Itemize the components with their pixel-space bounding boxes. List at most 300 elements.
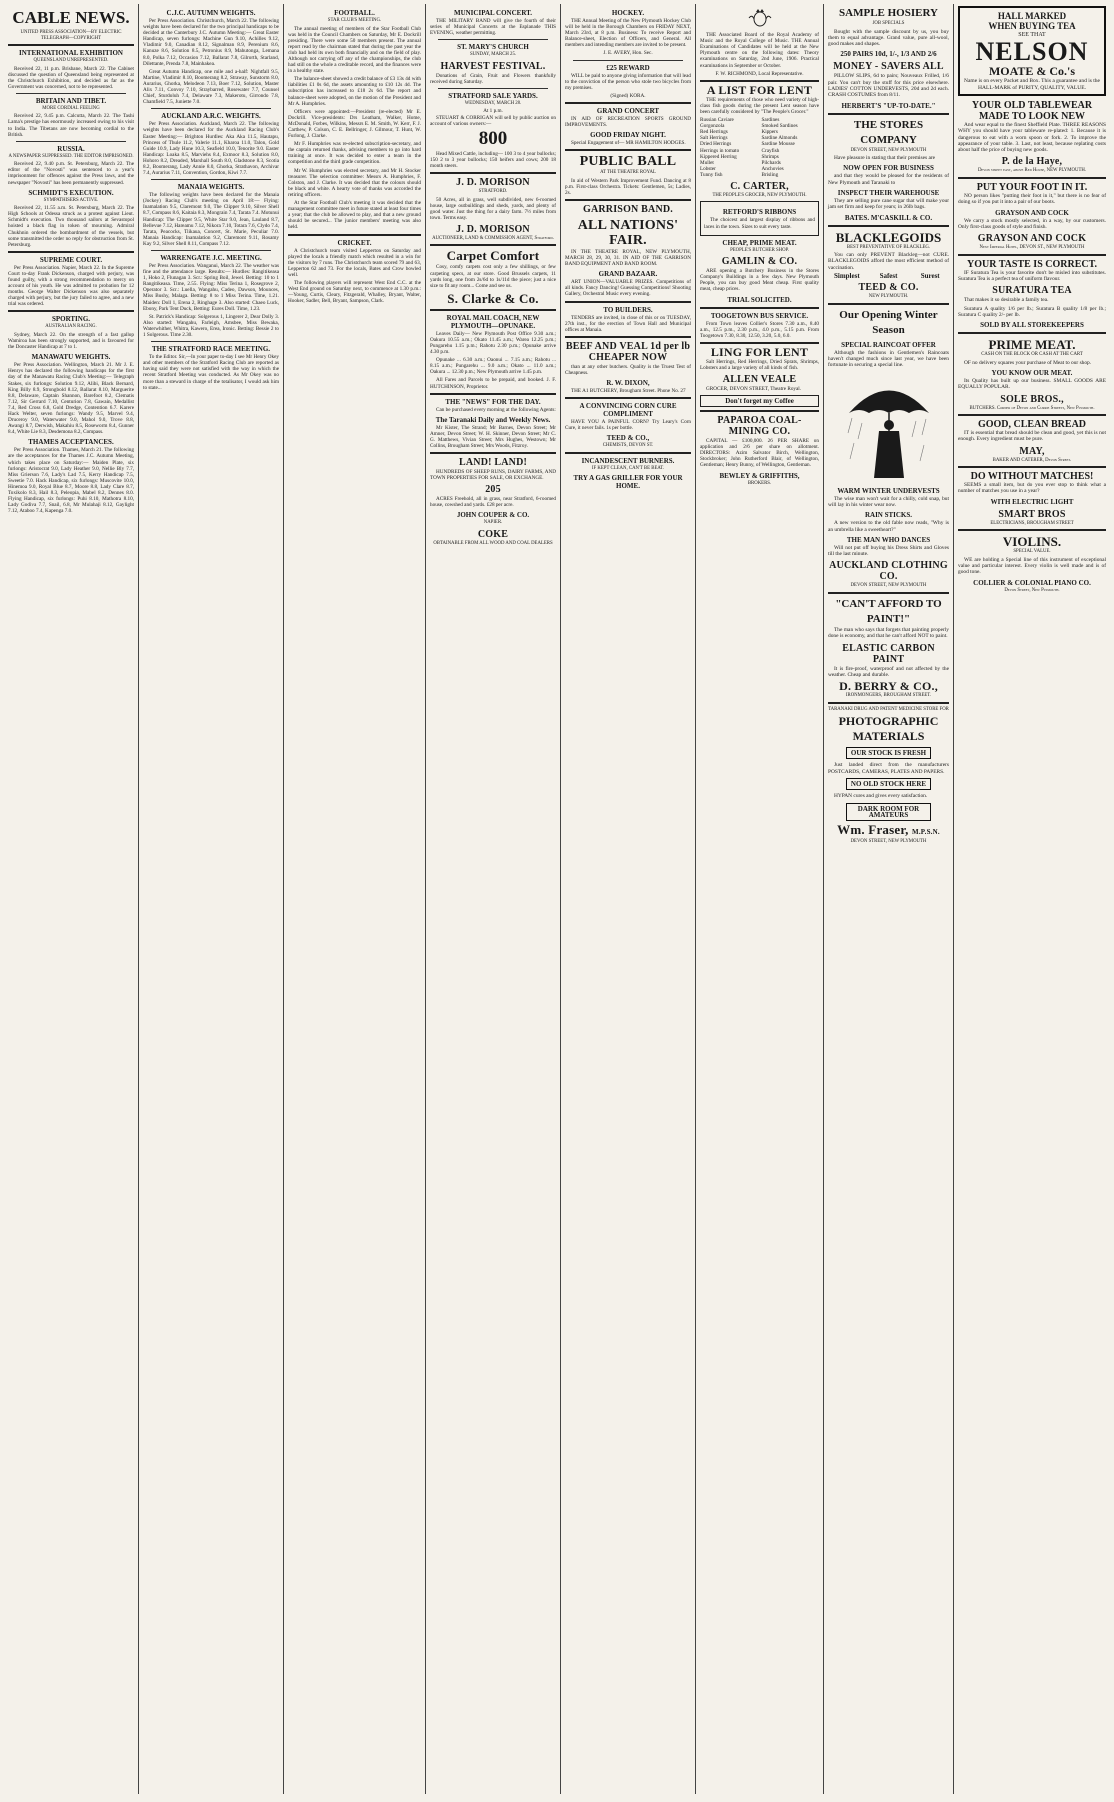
ad-text: Leaves Daily— New Plymouth Post Office 9.30 a.m.; Oakura 10.55 a.m.; Okato 11.45 a.m.; Warea 12.25 p.m.; Pungarehu 1.15 p.m.; Rahotu 2.30 p.m.; Opunake arrive 4.30 p.m. [430, 330, 556, 356]
ad-text: Mr Kister, The Strand; Mr Barnes, Devon Street; Mr Amner, Devon Street; W. H. Skinner, Devon Street; Mr C. G. Matthews, Vivian Street; Mrs Hughes, Westown; Mr Collins, Brougham Street; Mrs Woods, Fitzroy. [430, 424, 556, 449]
ad-text: THE Annual Meeting of the New Plymouth Hockey Club will be held in the Borough Chambers on FRIDAY NEXT, March 23rd, at 8 p.m. Business: To receive Report and Balance-sheet, Election of Officers, and General. All members and intending members are invited to be present. [565, 18, 691, 49]
headline: STRATFORD SALE YARDS. [448, 91, 538, 100]
headline: INCANDESCENT BURNERS. [581, 456, 675, 465]
article-text: Mr W. Humphries was elected secretary, and Mr H. Stocker treasurer. The selection committee: Messrs A. Humphries, F. Colston, and J. Clarke. It was decided that the colours should be black and white. A hearty vote of thanks was accorded the retiring officers. [288, 167, 421, 198]
divider [430, 452, 556, 454]
advertiser-name: R. W. DIXON, [606, 379, 650, 388]
article-text: The balance-sheet showed a credit balance of £3 13s 4d with liabilities £1 0s 6d, the assets amounting to £10 12s 4d. The subscription has increased to £18 2s 6d. The report and balance-sheet were adopted, on the motion of the President and Mr A. Humphries. [288, 76, 421, 107]
headline: INTERNATIONAL EXHIBITION [19, 49, 123, 57]
subheadline: STRATFORD. [478, 189, 508, 195]
headline: A CONVINCING CORN CURE COMPLIMENT [579, 402, 677, 419]
headline: SPORTING. [51, 315, 91, 324]
column-4 [426, 4, 561, 1794]
list-item: Sardine Mousse [761, 141, 795, 148]
headline: RUSSIA. [57, 144, 85, 153]
ad-sub: IRONMONGERS, BROUGHAM STREET. [845, 693, 932, 699]
ad-text: Bought with the sample discount by us, you buy them to equal advantage. Grand value, pure all-wool, good makes and shapes. [828, 28, 949, 48]
divider [958, 177, 1106, 179]
ad-title: PRIME MEAT. [988, 337, 1076, 353]
article-text: At the Star Football Club's meeting it was decided that the management committee meet in future stated at least four times a year; that the club be allowed to play, and that a new ground should be secured... The junior members' meeting was also held. [288, 200, 421, 231]
headline: GARRISON BAND. [582, 204, 674, 215]
ad-text: PILLOW SLIPS, 6d to pairs; Nouveaux Frilled, 1/6 pair. You can't buy the stuff for this price elsewhere. LADIES' COTTON UNDERVESTS, 20d and 2d each. CRASH COSTUMES from 8/11. [828, 73, 949, 99]
divider [700, 410, 819, 412]
ad-text: and that they would be pleased for the residents of New Plymouth and Taranaki to [828, 173, 949, 186]
headline: WITH ELECTRIC LIGHT [990, 497, 1074, 506]
list-item: Pilchards [761, 159, 781, 166]
advertiser-name: GRAYSON AND COCK [995, 208, 1069, 217]
headline: BEEF AND VEAL 1d per lb CHEAPER NOW [565, 340, 691, 363]
nelson-mid: WHEN BUYING TEA [988, 21, 1076, 31]
headline: YOU KNOW OUR MEAT. [991, 368, 1073, 377]
divider [700, 307, 819, 309]
divider [828, 702, 949, 704]
banner: NO OLD STOCK HERE [846, 778, 931, 790]
divider [700, 342, 819, 344]
advertiser-name: J. D. MORISON [456, 177, 530, 189]
subheadline: AUCTIONEER, LAND & COMMISSION AGENT, Stratford. [432, 235, 554, 241]
nelson-top: HALL MARKED [997, 11, 1067, 21]
headline: C.J.C. AUTUMN WEIGHTS. [166, 9, 256, 17]
advertiser-name: GAMLIN & CO. [721, 256, 798, 268]
article-text: Sydney, March 22. On the strength of a fast gallop Wamiroa has been strongly supported, and is favoured for the Doncaster Handicap at 7 to 1. [8, 331, 134, 351]
ad-text: IF Suratura Tea is your favorite don't be misled into substitutes. Suratura Tea is a perfect tea of uniform flavour. [958, 269, 1106, 282]
headline: LAND! LAND! [458, 457, 528, 469]
article-text: Mr F. Humphries was re-elected subscription-secretary, and the captain returned thanks, advising members to go into hard training at once. It was decided to enter a team in the competition and the third grade competition. [288, 141, 421, 166]
advertiser-name: TEED & CO. [858, 282, 919, 294]
brand-name: SURATURA TEA [992, 285, 1072, 297]
ad-text: THE A1 BUTCHERY, Brougham Street. Phone No. 27 [571, 388, 686, 395]
headline: TOOGETOWN BUS SERVICE. [710, 311, 809, 320]
ad-text: You can only PREVENT Blackleg—not CURE. BLACKLEGOIDS afford the most efficient method of vaccination. [828, 252, 949, 271]
subheadline: QUEENSLAND UNREPRESENTED. [33, 58, 109, 63]
subheadline: IF KEPT CLEAN, CAN'T BE BEAT. [591, 465, 665, 471]
ad-text: All Fares and Parcels to be prepaid, and booked. J. F. HUTCHINSON, Proprietor. [430, 377, 556, 390]
ad-text: WE are holding a Special line of this instrument of exceptional value and particular interest. Every violin is well made and is of good tone. [958, 556, 1106, 576]
ad-text: The choicest and largest display of ribbons and laces in the town. Sizes to suit every taste. [704, 217, 815, 230]
headline: MANAIA WEIGHTS. [177, 183, 245, 192]
divider [565, 199, 691, 201]
advertiser-name: HERBERT'S "UP-TO-DATE." [841, 101, 936, 110]
article-text: Per Press Association. Wellington, March 21. Mr J. E. Henrys has declared the following handicaps for the first day of the Manawatu Racing Club's Meeting:— Telegraph Stakes, six furlongs: Solution 9.12, Alibi, Black Bernard, King Billy 8.9, Strongbold 8.12, Ballarat 8.10, Marguerite 8.8, Delaware, Captain Shannon, Barefoot 8.2, Clematis 7.12, Sir Gerrard 7.10, Centurion 7.8, Gawain, Medallist 7.4, Red Cross 6.8, Gold Dredge, Contention 6.7. Karere Hack Welter, seven furlongs: Wandy 9.5, Marvel 9.4, Druceroy 9.0, Waterwater 9.0, Mahol 9.0, Trove 8.8, Awangi 8.7, Derwish, Makahiu 8.5, Roseworm 8.4, Gunner 8.4, White Lie 8.3, Desdemona 8.2, Compass. [8, 362, 134, 436]
headline: RETFORD'S RIBBONS [722, 208, 797, 217]
divider [151, 250, 271, 251]
headline: HARVEST FESTIVAL. [440, 60, 546, 72]
article-text: Per Press Association. Wanganui, March 22. The weather was fine and the attendance large. Results:— Hurdles: Rangitikeasa 1, Hoko 2, Flunagan 3. Scr.: Spring Boil, Jewel. Betting: 10 to 1 Rangitikeasa. Time, 2.55. Flying: Miss Terina 1, Rosegrove 2, Operator 3. Scr.: Luella, Wangahu, Cadeo, Dawson, Mounces, Miss Bushy, Malaga. Betting: 8 to 1 Miss Terina. Time, 1.21. Maiden: Doll 1, Erena 2, Ringhage 3. Also started: Chaeo Luck, Ebony, Park Tent Duck, Betting: Eures Doll. Time, 1.23. [143, 263, 279, 312]
list-item: Lobster [700, 165, 716, 172]
ad-sub: Devon Street, New Plymouth. [1004, 587, 1060, 593]
article-text: Received 22, 11.55 a.m. St. Petersburg, March 22. The High Schools at Odessa struck as a protest against Lieut. Schmidt's execution. Two thousand sailors at Sevastopol hoisted a black flag in token of mourning. Admiral Chukhnin ordered the bombardment of the vessels, but some transmitted the order no reply for obstruction from St. Petersburg. [8, 205, 134, 248]
ad-sub: Devon street east, above Red House, NEW PLYMOUTH. [977, 168, 1087, 174]
headline: INSPECT THEIR WAREHOUSE [837, 188, 940, 197]
ad-sub: JOB SPECIALS [872, 21, 905, 26]
ad-text: Will not put off buying his Dress Shirts and Gloves till the last minute. [828, 544, 949, 558]
headline: TRY A GAS GRILLER FOR YOUR HOME. [573, 474, 683, 491]
headline: THE "NEWS" FOR THE DAY. [445, 397, 541, 406]
banner: OUR STOCK IS FRESH [846, 747, 931, 759]
ad-text: And wear equal to the finest Sheffield Plate. THREE REASONS WHY you should have your tableware re-plated: 1. Because it is dangerous to eat with a worn spoon or fork. 2. To improve the appearance of your table. 3. Last, not least, because replating costs about half the price of buying new goods. [958, 122, 1106, 154]
article-text: Per Press Association. Thames, March 21. The following are the acceptances for the Thames J.C. Autumn Meeting, which takes place on Saturday:— Maiden Plate, six furlongs: Aristocrat 9.0, Lady Heather 9.0, Nellie Bly 7.7, Miss Grierson 7.6, Lady's Lad 7.5, Kerry Handicap 7.5, Sweetie 7.0. Hack Handicap, six furlongs: Muscovite 10.0, Hinemoa 9.0, Royal Blue 8.7, Moore 8.8, Lady Clare 8.7, Toxikolo 8.3, Hail 8.3, Peleopia, Mabel 8.2, Dennes 8.0. Flying Handicap, six furlongs: Puhi 8.10, Mathotra 8.10, Lady Godiva 7.7, Snail, 6.8, Mr Mulahaji 8.12, Gaylight 7.12, Ataboo 7.4, Kapenga 7.0. [8, 447, 134, 515]
umbrella-illustration-icon [828, 373, 949, 483]
article-text: Officers were appointed:—President (re-elected) Mr E. Dockrill. Vice-presidents: Drs Leatham, Walker, Home, McDonald, Forbes, Wilkins, Messrs E. M. Smith, W. Kerr, F. J. Carthew, P. Colson, C. E. Bellringer, J. Gilmour, T. Hunt, W. Furlong, J. Clarke. [288, 108, 421, 140]
ad-text: It is fire-proof, waterproof and not affected by the weather. Cheap and durable. [828, 665, 949, 678]
headline: £25 REWARD [606, 63, 650, 72]
subheadline: MORE CORDIAL FEELING [42, 105, 100, 111]
article-text: The following players will represent West End C.C. at the West End ground on Saturday next, to commence at 1.30 p.m.:—Young, Curtis, Cleary, Fitzgerald, Whalley, Bryant, Walter, Hooker, Sadler, Bell, Bryant, Sampson, Clark. [288, 279, 421, 305]
ad-text: CAPITAL — £100,000. 26 PER SHARE on application and 2/6 per share on allotment. DIRECTORS: Azim Salvator Birch, Wellington, Stockbroker; John Rutherford Blair, of Wellington, Gentleman; Henry Bunny, of Wellington, Gentleman. [700, 438, 819, 469]
headline: FOOTBALL. [334, 9, 375, 17]
price-list: Suratura A quality 1/6 per lb.; Suratura B quality 1/8 per lb.; Suratura C quality 2/- per lb. [958, 305, 1106, 318]
ad-title: YOUR TASTE IS CORRECT. [966, 258, 1098, 270]
ad-text: Can be purchased every morning at the following Agents: [436, 406, 556, 413]
ad-title: SAMPLE HOSIERY [839, 7, 938, 19]
ad-text: SEEMS a small item, but do you ever stop to think what a number of matches you use in a year? [958, 482, 1106, 495]
divider [565, 452, 691, 454]
ad-title: "CAN'T AFFORD TO PAINT!" [835, 597, 942, 625]
list-item: Kippers [761, 129, 778, 136]
divider [151, 341, 271, 342]
ad-sub: TARANAKI DRUG AND PATENT MEDICINE STORE FOR [828, 706, 949, 712]
ad-sub: CASH ON THE BLOCK OR CASH AT THE CART [981, 352, 1083, 358]
ad-sub: DEVON STREET, NEW PLYMOUTH [850, 583, 927, 589]
advertiser-name: D. BERRY & CO., [839, 679, 938, 694]
ad-text: The wise man won't wait for a chilly, cold snap, but will lay in his winter wear now. [828, 495, 949, 508]
divider [958, 529, 1106, 531]
subheadline: SYMPATHISERS ACTIVE. [43, 197, 99, 203]
royal-crest-icon [700, 8, 819, 30]
headline: SCHMIDT'S EXECUTION. [28, 188, 114, 197]
acreage: 205 [485, 484, 501, 496]
advertiser-name: JOHN COUPER & CO. [456, 511, 530, 520]
divider [565, 301, 691, 303]
divider [958, 466, 1106, 468]
subheadline: STAR CLUB'S MEETING. [327, 18, 382, 23]
ribbons-ad [700, 201, 819, 235]
list-item: Gorgonzola [700, 123, 725, 130]
ad-text: than at any other butchers. Quality is the Truest Test of Cheapness. [565, 363, 691, 376]
ad-text: Special Engagement of— MR HAMILTON HODGES. [571, 140, 686, 147]
ad-title: BLACKLEGOIDS [835, 229, 942, 245]
price-line: 250 PAIRS 10d, 1/-, 1/3 AND 2/6 [840, 50, 937, 59]
ad-sub: BEST PREVENTATIVE OF BLACKLEG. [846, 244, 931, 250]
subheadline: A NEWSPAPER SUPPRESSED. THE EDITOR IMPRISONED. [8, 153, 134, 159]
divider [958, 254, 1106, 256]
headline: Carpet Comfort [446, 248, 540, 264]
ad-text: THE Associated Board of the Royal Academy of Music and the Royal College of Music. THE Annual Examinations of Candidates will be held at the New Plymouth centre on the following dates: Theory examinations on Saturday, 2nd June, 1906. Practical examinations in September or October. [700, 32, 819, 69]
ad-sub: Next Imperial Hotel, DEVON ST., NEW PLYMOUTH [979, 245, 1085, 251]
article-text: Per Press Association. Christchurch, March 22. The following weights have been declared for the two principal handicaps to be decided at the Canterbury J.C. Autumn Meeting:— Great Easter Handicap, seven furlongs: Machine Gun 9.10, Achilles 9.12, Vladimir 9.0, Canadian 8.12, Signalman 8.9, Perenium 8.6, Kanuze 8.6, Solution 8.5, Petronius 8.9, Mahutonga, Lemana 8.0, Polka 7.12, Occasion 7.12, Ballarat 7.8, Gilrorth, Starland, Dilettante, Prenda 7.8, Mainhakea. [143, 18, 279, 67]
subheadline: CHEMISTS, DEVON ST. [602, 443, 654, 449]
headline: AUCKLAND A.R.C. WEIGHTS. [161, 112, 261, 121]
headline: PAPAROA COAL-MINING CO. [717, 415, 802, 438]
subheadline: THE PEOPLE'S GROCER, NEW PLYMOUTH. [712, 192, 807, 198]
advertiser-name-text: Wm. Fraser, [837, 822, 909, 838]
fish-list-left [700, 117, 758, 178]
subheadline: OBTAINABLE FROM ALL WOOD AND COAL DEALERS [433, 540, 553, 546]
advertiser-name: S. Clarke & Co. [447, 290, 539, 306]
ad-text: 50 Acres, all in grass, well subdivided, new 6-roomed house, large outbuildings and sheds, yards, and plenty of good water. Just the thing for a dairy farm. 7½ miles from town. Terms easy. [430, 196, 556, 221]
ad-text: Opunake ... 6.30 a.m.; Oaonui ... 7.15 a.m.; Rahotu ... 8.15 a.m.; Pungarehu ... 9.0 a.m.; Okato ... 11.0 a.m.; Oakura ... 12.30 p.m.; New Plymouth arrive 1.45 p.m. [430, 357, 556, 376]
headline: ELASTIC CARBON PAINT [842, 642, 935, 665]
article-text: A Christchurch team visited Lepperton on Saturday and played the locals a friendly match which resulted in a win for the visitors by 7 runs. The Christchurch team scored 79 and 63, Lepperton 62 and 73. For the locals, Bates and Crow bowled well. [288, 247, 421, 278]
divider [16, 93, 126, 94]
subheadline: AT THE THEATRE ROYAL [600, 170, 656, 176]
advertiser-name: AUCKLAND CLOTHING CO. [829, 560, 948, 583]
headline: ROYAL MAIL COACH, NEW PLYMOUTH—OPUNAKE. [446, 313, 540, 330]
list-item: Russian Caviare [700, 117, 734, 124]
list-item: Sardines [761, 117, 780, 124]
ad-text: GROCER, DEVON STREET, Theatre Royal. [706, 386, 802, 392]
ad-text: TENDERS are invited, in close of this or on TUESDAY, 27th inst., for the erection of Town Hall and Municipal offices at Manaia. [565, 314, 691, 333]
divider [151, 108, 271, 109]
divider [430, 309, 556, 311]
ad-sub: NEW PLYMOUTH. [868, 294, 909, 300]
ad-text: ACRES Freehold, all in grass, near Stratford, 6-roomed house, cowshed and yards. £28 per acre. [430, 496, 556, 509]
claim: Safest [879, 271, 898, 280]
article-text: Per Press Association. Auckland, March 22. The following weights have been declared for the Auckland Racing Club's Easter Meeting:— Brighton Hurdles: Aka Aka 11.5, Hautapu, Princess of Thule 11.2, Valerie 11.1, Kharoa 11.0, Talon, Gold Guide 10.9, Lady Hune 10.3, Seafield 10.0, Tenorite 9.0. Easter Handicap: Loaka 8.5, Marviehs 8.4, Exmoor 8.3, Solution 8.0, Hohoro 8.2, Dreaded, Marshall South 8.0, Gladstone 8.3, Scotia 8.2, Boomerang, Lady Annie 8.0, Ghorka, Strathavon, Archivar 7.4, Aurarius 7.11, Convention, Gordon, Kiwi 7.7. [143, 121, 279, 177]
advertiser-name: MAY, [1019, 445, 1045, 457]
fish-list [700, 117, 819, 178]
ad-text: WILL be paid to anyone giving information that will lead to the conviction of the person who stole two bicycles from my premises. [565, 72, 691, 91]
article-text: The following weights have been declared for the Manaia (Jockey) Racing Club's meeting on April 18:— Flying: Inamalation 9.5, Claremont 9.0, The Clipper 9.10, Silver Shell 8.7, Compass 8.6, Kaitaia 8.3, Mongrain 7.4, Tarata 7.4. Motunui Handicap: The Clipper 9.5, White Star 9.0, Jean, Lauland 8.7, Bellevue 7.12, Hareamu 7.12, Nikora 7.10, Totara 7.6, Clydo 7.4, Tarata, Peacocks, Tiikaua, Concert, St. Marie, Peculiar 7.0. Manaia Handicap: Inamalation 9.2, Claremont 9.11, Rosamy Kay 9.2, Silver Shell 8.11, Compass 7.12. [143, 192, 279, 247]
tagline: Don't forget my Coffee [700, 395, 819, 407]
advertiser-name: SMART BROS [998, 508, 1066, 520]
ad-text: IN AID OF RECREATION SPORTS GROUND IMPROVEMENTS. [565, 115, 691, 129]
advertiser-qualification: M.P.S.N. [912, 828, 940, 837]
masthead-cable-news: CABLE NEWS. [12, 8, 130, 27]
headline: COKE [477, 528, 509, 540]
divider [8, 251, 134, 253]
ad-text: We carry a stock mostly selected, in a way, by our customers. Only first-class goods of style and finish. [958, 217, 1106, 230]
nelson-see: SEE THAT [1018, 32, 1046, 38]
list-item: Smoked Sardines [761, 123, 798, 130]
ad-text: In aid of Western Park Improvement Fund. Dancing at 8 p.m. First-class Orchestra. Tickets: Gentlemen, 5s; Ladies, 2s. [565, 177, 691, 196]
advertiser-name: GRAYSON AND COCK [977, 233, 1087, 245]
ad-time: At 1 p.m. [483, 108, 503, 115]
list-item: Sardine Almonds [761, 135, 798, 142]
divider [430, 244, 556, 246]
divider [565, 336, 691, 338]
ad-text: OF no delivery squares your purchase of Meat to our shop. [964, 359, 1092, 366]
banner: DARK ROOM FOR AMATEURS [846, 803, 931, 822]
list-item: Tunny fish [700, 171, 723, 178]
list-item: Brisling [761, 171, 779, 178]
list-item: Herrings in tomato [700, 147, 740, 154]
ad-text: HAVE YOU A PAINFUL CORN? Try Leary's Corn Cure, it never fails. 1s per bottle. [565, 419, 691, 432]
article-text: Per Press Association. Napier, March 22. In the Supreme Court to-day Frank Dickenson, charged with perjury, was found guilty, with a strong recommendation to mercy on account of his youth. He was admitted to probation for 12 months. George Walter Dickenson was also separately charged with perjury, but the jury failed to agree, and a new trial was ordered. [8, 264, 134, 308]
ad-text: HYPAN cures and gives every satisfaction. [834, 793, 928, 800]
column-3 [284, 4, 426, 1794]
nelson-brand2: MOATE & Co.'s [988, 64, 1076, 78]
ad-title: GOOD, CLEAN BREAD [977, 419, 1087, 431]
subheadline: The Taranaki Daily and Weekly News. [435, 415, 551, 424]
column-1 [4, 4, 139, 1794]
headline: THE STRATFORD RACE MEETING. [151, 345, 271, 354]
divider [565, 397, 691, 399]
divider [828, 303, 949, 305]
fish-list-right [762, 117, 820, 178]
headline: MANAWATU WEIGHTS. [31, 353, 111, 362]
headline: PUBLIC BALL [579, 154, 677, 170]
ad-sub: SPECIAL VALUE. [1013, 549, 1051, 555]
ad-sub: BUTCHERS. Corner of Devon and Currie Streets, New Plymouth. [969, 405, 1095, 411]
ad-text: STEUART & CORRIGAN will sell by public auction on account of various owners:— [430, 114, 556, 127]
list-item: Anchovies [761, 165, 784, 172]
ad-sub: ELECTRICIANS, BROUGHAM STREET [990, 520, 1074, 526]
article-text: To the Editor. Sir,—In your paper to-day I see Mr Henry Okey and other members of the Stratford Racing Club are reported as having said they were not satisfied with the way in which the recent Stratford Meeting was conducted. As Mr Okey was no more than a steward in charge of the totalisator, I would ask him to state... [143, 354, 279, 391]
article-text: Received 22, 9.40 p.m. St. Petersburg, March 22. The editor of the "Novosti" was sentenced to a year's imprisonment for offences against the Press laws, and the newspaper "Novosti" has been permanently suppressed. [8, 161, 134, 186]
nelson-tea-ad [958, 6, 1106, 96]
article-text: Received 22, 9.45 p.m. Calcutta, March 22. The Tashi Lama's prestige has enormously increased owing to his visit to India. The Tibetans are now becoming cordial to the British. [8, 113, 134, 138]
headline: NOW OPEN FOR BUSINESS [843, 164, 934, 173]
ad-text: Head Mixed Cattle, including— 100 3 to 4 year bullocks; 150 2 to 3 year bullocks; 150 heifers and cows; 200 18 month steers. [430, 150, 556, 169]
subheadline: PEOPLE'S BUTCHER SHOP. [730, 247, 789, 253]
ad-text: Its Quality has built up our business. SMALL GOODS ARE EQUALLY POPULAR. [958, 377, 1106, 391]
article-text: Great Autumn Handicap, one mile and a-half: Nightfall 9.5, Martine, Vladimir 8.10, Boomerang 8.2, Straway, Sunstorm 8.0, Aurarius, Ghorka, Melodeon 7.13, Boer 7.12, Solution, Master Alix 7.11, Convoy 7.10, Straybarred, Rosewater 7.7, Counsel Chief, Sturdoluh 7.4, Delaware 7.3, Makerotu, Girrondo 7.8, Chamfield 7.5, Juniette 7.0. [143, 68, 279, 106]
list-item: Mullet [700, 159, 714, 166]
article-text: St. Patrick's Handicap: Solgerous 1, Lingerer 2, Dear Dolly 3. Also started: Wangahu, Farleigh, Amsbee, Miss Bewaka, Waterwhither, Whitra, Kawero, Erea, Ironic. Betting: Bessie 2 to 1 Solgerous. Time 2.30. [143, 313, 279, 339]
ad-text: IT is essential that bread should be clean and good, yet this is not enough. Every ingredient must be pure. [958, 430, 1106, 443]
ad-title: PUT YOUR FOOT IN IT. [976, 181, 1088, 193]
divider [288, 234, 421, 236]
ad-text: They are selling pure cane sugar that will make your jam set firm and keep for years; in 26lb bags. [828, 197, 949, 211]
ad-text: NO person likes "putting their foot in it," but there is no fear of doing so if you put it into a pair of our boots. [958, 192, 1106, 206]
list-item: Dried Herrings [700, 141, 732, 148]
newspaper-page [4, 4, 1110, 1794]
nelson-brand: NELSON [975, 37, 1089, 66]
ad-text: ART UNION—VALUABLE PRIZES. Competitions of all kinds. Fancy Dancing! Guessing Competitions! Shooting Gallery, Orchestral Music every evening. [565, 279, 691, 298]
claim: Simplest [834, 271, 860, 280]
ad-text: That makes it so desirable a family tea. [964, 297, 1049, 304]
ad-text: Just landed direct from the manufacturers POSTCARDS, CAMERAS, PLATES AND PAPERS. [828, 762, 949, 775]
ad-text: Salt Herrings, Red Herrings, Dried Sprats, Shrimps, Lobsters and a large variety of all kinds of fish. [700, 358, 819, 371]
signature: (Signed) KORA. [610, 92, 646, 99]
ad-sub: BAKER AND CATERER, Devon Street. [992, 457, 1072, 463]
ad-text: THE requirements of those who need variety of high-class fish goods during the present Lent season have been carefully considered by "The People's Grocer." [700, 96, 819, 115]
list-item: Shrimps [761, 153, 779, 160]
headline: BRITAIN AND TIBET. [35, 96, 107, 105]
subheadline: NAPIER. [483, 520, 503, 526]
divider [958, 414, 1106, 416]
ad-title: DO WITHOUT MATCHES! [970, 471, 1094, 483]
article-text: The annual meeting of members of the Star Football Club was held in the Council Chambers on Saturday, Mr E. Dockrill presiding. There were some 50 members present. The annual report read by the chairman stated that during the past year the club had held its own both financially and on the field of play. Although not carrying off any of the championships, the club had still on the whole a creditable record, and the finances were in a healthy state. [288, 25, 421, 75]
claim: Surest [920, 271, 940, 280]
ad-text: Cosy, comfy carpets cost only a few shillings, or few carpeting specs, at our store. Good Brussels carpets, 11 yards long, one from 2s/6d to 1s/11d the piece; just a nice size to fit any room... Come and see us. [430, 264, 556, 289]
headline: ST. MARY'S CHURCH [457, 43, 529, 52]
ad-text: Although the fashions in Gentlemen's Raincoats haven't changed much since last year, we have been fortunate in securing a special line. [828, 349, 949, 369]
divider [438, 39, 548, 40]
advertiser-name: P. de la Haye, [1001, 156, 1063, 168]
advertiser-name: J. D. MORISON [456, 223, 530, 235]
advertiser-name: BATES. M'CASKILL & CO. [844, 213, 933, 222]
ad-text: From Town leaves Collier's Stores 7.30 a.m., 8.40 a.m., 12.5 p.m., 2.30 p.m., 4.0 p.m., 5.15 p.m. From Toogetown 7.30, 8.30, 12.50, 3.20, 5.0, 6.0. [700, 320, 819, 339]
headline: LING FOR LENT [710, 344, 809, 359]
ad-text: A new version to the old fable now reads, "Why is an umbrella like a sweetheart?" [828, 520, 949, 533]
divider [430, 172, 556, 174]
ad-text: Donations of Grain, Fruit and Flowers thankfully received during Saturday. [430, 72, 556, 85]
ad-sub: SPECIAL RAINCOAT OFFER [841, 340, 936, 349]
masthead-sub: UNITED PRESS ASSOCIATION—BY ELECTRIC TELEGRAPH—COPYRIGHT [20, 30, 122, 41]
ad-text: Have pleasure in stating that their premises are [834, 155, 936, 162]
headline: SUPREME COURT. [39, 255, 103, 264]
ad-text: IN THE THEATRE ROYAL, NEW PLYMOUTH, MARCH 28, 29, 30, 31. IN AID OF THE GARRISON BAND EQUIPMENT AND BAND ROOM. [565, 249, 691, 268]
divider [438, 88, 548, 89]
headline: CHEAP, PRIME MEAT. [722, 238, 797, 247]
advertiser-name: C. CARTER, [730, 180, 789, 192]
divider [573, 60, 683, 61]
divider [8, 44, 134, 46]
advertiser-name [828, 824, 949, 838]
headline: CRICKET. [337, 238, 372, 247]
ad-section [824, 4, 1110, 1794]
divider [828, 592, 949, 594]
advertiser-name: BEWLEY & GRIFFITHS, [719, 471, 800, 480]
ad-title: VIOLINS. [1002, 534, 1062, 550]
divider [151, 179, 271, 180]
divider [565, 102, 691, 104]
divider [8, 310, 134, 312]
ad-title: Our Opening Winter Season [839, 308, 938, 336]
list-item: Salt Herrings [700, 135, 728, 142]
headline: THE MAN WHO DANCES [846, 535, 931, 544]
ad-title: PHOTOGRAPHIC MATERIALS [838, 714, 939, 744]
headline: GRAND BAZAAR. [598, 270, 658, 279]
subheadline: BROKERS. [747, 480, 772, 486]
headline: WARM WINTER UNDERVESTS [837, 486, 940, 495]
tagline: SOLD BY ALL STOREKEEPERS [980, 321, 1084, 330]
headline: A LIST FOR LENT [706, 82, 813, 97]
ad-sub: DEVON STREET, NEW PLYMOUTH [850, 147, 927, 153]
list-item: Crayfish [761, 147, 780, 154]
ad-text: The man who says that forgets that painting properly done is economy, and that he can't afford NOT to paint. [828, 626, 949, 640]
ad-sub: DEVON STREET, NEW PLYMOUTH [850, 839, 927, 845]
article-text: Received 22, 11 p.m. Brisbane, March 22. The Cabinet discussed the question of Queensland being represented at the Christchurch Exhibition, and decided as far as the Government was concerned, not to be represented. [8, 65, 134, 90]
advertiser-name: COLLIER & COLONIAL PIANO CO. [973, 578, 1091, 587]
ad-title: YOUR OLD TABLEWEAR MADE TO LOOK NEW [971, 100, 1093, 122]
headline: HOCKEY. [611, 9, 645, 17]
headline: TO BUILDERS. [603, 305, 653, 314]
column-7 [824, 4, 1110, 1794]
ad-title: THE STORES COMPANY [853, 118, 924, 146]
divider [16, 141, 126, 142]
headline: MONEY - SAVERS ALL [833, 61, 944, 73]
tagline: TRIAL SOLICITED. [727, 295, 792, 304]
column-5 [561, 4, 696, 1794]
list-item: Kippered Herring [700, 153, 737, 160]
headline: THAMES ACCEPTANCES. [28, 438, 114, 447]
subheadline: WEDNESDAY, MARCH 28. [464, 100, 522, 106]
divider [828, 113, 949, 115]
divider [828, 225, 949, 227]
headline: MUNICIPAL CONCERT. [453, 9, 533, 17]
ad-column-left [824, 4, 954, 1794]
cattle-count: 800 [478, 127, 508, 149]
signature: J. E. AVERY, Hon. Sec. [603, 50, 653, 57]
divider [958, 332, 1106, 334]
ad-column-right [954, 4, 1110, 1794]
advertiser-name: TEED & CO., [606, 434, 650, 443]
divider [565, 149, 691, 151]
blacklegoids-claims [828, 273, 949, 279]
divider [700, 80, 819, 82]
subheadline: AUSTRALIAN RACING. [45, 324, 97, 330]
list-item: Red Herrings [700, 129, 728, 136]
divider [430, 393, 556, 395]
signature: F. W. RICHMOND, Local Representative. [715, 70, 804, 77]
headline: GOOD FRIDAY NIGHT. [590, 131, 666, 140]
ad-text: ARE opening a Butchery Business in the Stores Company's Buildings in a few days. New Plymouth People, you can buy good Meat cheap. First quality meat, cheap prices. [700, 268, 819, 293]
ad-text: HUNDREDS OF SHEEP RUNS, DAIRY FARMS, AND TOWN PROPERTIES FOR SALE, OR EXCHANGE. [430, 469, 556, 482]
advertiser-name: SOLE BROS., [1000, 393, 1064, 405]
